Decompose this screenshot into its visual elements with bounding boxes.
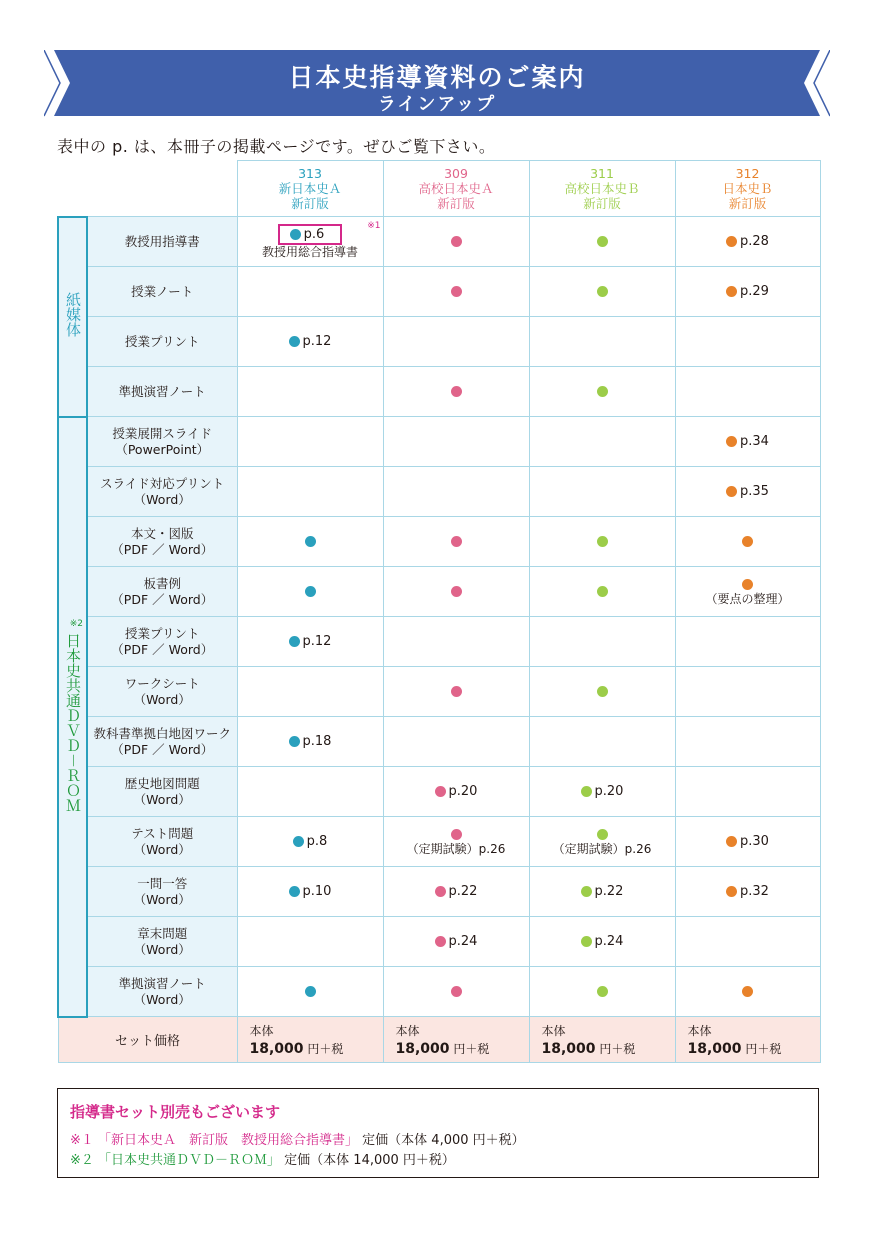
row-label	[87, 267, 237, 317]
cell-311	[529, 817, 675, 867]
column-edition: 新訂版	[728, 196, 767, 211]
page-ref: p.30	[740, 834, 769, 849]
dot-icon	[289, 886, 300, 897]
row-label-text: 授業展開スライド	[112, 425, 213, 441]
title-banner	[44, 50, 830, 117]
column-name: 高校日本史Ａ	[418, 181, 494, 196]
row-label-text: 本文・図版	[130, 525, 194, 541]
page-ref: p.22	[448, 884, 478, 899]
cell-312	[675, 567, 820, 617]
cell-313	[237, 617, 383, 667]
row-label	[87, 567, 237, 617]
table-row	[58, 567, 820, 617]
page-ref: p.20	[448, 784, 478, 799]
column-header-312	[675, 161, 820, 217]
cell-312	[675, 317, 820, 367]
row-label-format: （Word）	[133, 491, 191, 507]
cell-309	[383, 717, 529, 767]
cell-311	[529, 267, 675, 317]
footnote-mark: ※2	[69, 618, 83, 629]
cell-312	[675, 917, 820, 967]
cell-311	[529, 317, 675, 367]
row-label-text: 章末問題	[137, 925, 188, 941]
cell-309	[383, 617, 529, 667]
cell-311	[529, 767, 675, 817]
row-label	[87, 217, 237, 267]
column-number: 312	[735, 166, 760, 181]
cell-311	[529, 467, 675, 517]
cell-309	[383, 467, 529, 517]
cell-311	[529, 917, 675, 967]
cell-309	[383, 417, 529, 467]
dot-icon	[293, 836, 304, 847]
cell-311	[529, 517, 675, 567]
page-ref: p.35	[740, 484, 769, 499]
dot-icon	[451, 386, 462, 397]
cell-311	[529, 717, 675, 767]
row-label	[87, 917, 237, 967]
page-ref: p.28	[740, 234, 769, 249]
price-amount: 18,000	[687, 1040, 742, 1057]
row-label-text: 授業ノート	[131, 283, 194, 299]
cell-312	[675, 267, 820, 317]
row-label-text: 授業プリント	[124, 625, 200, 641]
cell-309	[383, 667, 529, 717]
cell-sub: （定期試験）p.26	[406, 841, 506, 856]
column-edition: 新訂版	[437, 196, 475, 211]
cell-312	[675, 667, 820, 717]
price-amount: 18,000	[541, 1040, 596, 1057]
page-ref: p.12	[302, 334, 332, 349]
dot-icon	[305, 586, 316, 597]
table-row	[58, 317, 820, 367]
cell-311	[529, 217, 675, 267]
cell-313	[237, 217, 383, 267]
row-label	[87, 367, 237, 417]
info-box-title: 指導書セット別売もございます	[70, 1103, 281, 1121]
cell-sub: 教授用総合指導書	[261, 244, 358, 259]
cell-309	[383, 367, 529, 417]
dot-icon	[435, 936, 446, 947]
column-header-309	[383, 161, 529, 217]
table-row	[58, 967, 820, 1017]
page-ref: p.6	[303, 226, 325, 242]
group-label-paper	[58, 217, 87, 417]
dot-icon	[451, 286, 462, 297]
page-ref: p.20	[594, 784, 624, 799]
cell-311	[529, 567, 675, 617]
lineup-table	[57, 160, 821, 1063]
cell-313	[237, 367, 383, 417]
table-row	[58, 467, 820, 517]
row-label	[87, 817, 237, 867]
intro-text: 表中の p. は、本冊子の掲載ページです。ぜひご覧下さい。	[57, 137, 496, 156]
cell-309	[383, 517, 529, 567]
table-row	[58, 367, 820, 417]
column-name: 日本史Ｂ	[722, 181, 773, 196]
dot-icon	[726, 486, 737, 497]
page-ref: p.24	[594, 934, 624, 949]
cell-312	[675, 367, 820, 417]
page-ref: p.29	[740, 284, 769, 299]
header-row	[58, 161, 820, 217]
cell-313	[237, 567, 383, 617]
cell-313	[237, 917, 383, 967]
row-label-format: （PDF ／ Word）	[111, 641, 214, 657]
row-label-format: （PDF ／ Word）	[111, 741, 214, 757]
table-row	[58, 867, 820, 917]
cell-312	[675, 817, 820, 867]
row-label-text: 授業プリント	[124, 333, 200, 349]
row-label	[87, 767, 237, 817]
table-row	[58, 767, 820, 817]
table-row	[58, 267, 820, 317]
dot-icon	[742, 536, 753, 547]
column-name: 高校日本史Ｂ	[564, 181, 640, 196]
row-label-text: テスト問題	[131, 825, 194, 841]
column-edition: 新訂版	[291, 196, 329, 211]
cell-313	[237, 417, 383, 467]
row-label-text: 準拠演習ノート	[118, 975, 206, 991]
table-row	[58, 717, 820, 767]
table-row	[58, 517, 820, 567]
cell-309	[383, 767, 529, 817]
price-prefix: 本体	[687, 1023, 712, 1038]
price-cell-311	[529, 1017, 675, 1063]
row-label-format: （PDF ／ Word）	[111, 541, 214, 557]
cell-313	[237, 467, 383, 517]
dot-icon	[597, 386, 608, 397]
column-edition: 新訂版	[583, 196, 621, 211]
cell-313	[237, 967, 383, 1017]
cell-309	[383, 217, 529, 267]
cell-311	[529, 417, 675, 467]
row-label-format: （Word）	[133, 791, 191, 807]
row-label-text: 教授用指導書	[124, 233, 200, 249]
cell-sub: （要点の整理）	[705, 591, 790, 606]
page-subtitle: ラインアップ	[377, 94, 497, 115]
price-suffix: 円＋税	[599, 1041, 636, 1056]
dot-icon	[726, 836, 737, 847]
dot-icon	[597, 536, 608, 547]
column-name: 新日本史Ａ	[278, 181, 342, 196]
dot-icon	[597, 986, 608, 997]
info-line-2-product: ※２ 「日本史共通ＤＶＤ－ＲＯＭ」	[70, 1153, 281, 1168]
group-label-text: 日本史共通ＤＶＤ－ＲＯＭ	[64, 632, 82, 813]
cell-311	[529, 967, 675, 1017]
price-cell-313	[237, 1017, 383, 1063]
group-label-text: 紙媒体	[64, 292, 82, 337]
dot-icon	[305, 536, 316, 547]
dot-icon	[290, 229, 301, 240]
cell-313	[237, 767, 383, 817]
footnote-mark: ※1	[367, 221, 381, 231]
row-label-text: 歴史地図問題	[124, 775, 200, 791]
price-amount: 18,000	[249, 1040, 304, 1057]
cell-311	[529, 367, 675, 417]
cell-309	[383, 317, 529, 367]
cell-313	[237, 817, 383, 867]
row-label-format: （Word）	[133, 891, 191, 907]
page-ref: p.18	[302, 734, 332, 749]
column-header-313	[237, 161, 383, 217]
cell-312	[675, 767, 820, 817]
row-label	[87, 867, 237, 917]
dot-icon	[597, 586, 608, 597]
dot-icon	[451, 986, 462, 997]
dot-icon	[726, 436, 737, 447]
dot-icon	[597, 686, 608, 697]
page-ref: p.12	[302, 634, 332, 649]
cell-312	[675, 617, 820, 667]
dot-icon	[726, 236, 737, 247]
dot-icon	[742, 986, 753, 997]
info-line-1	[70, 1129, 525, 1148]
row-label	[87, 417, 237, 467]
row-label	[87, 967, 237, 1017]
dot-icon	[597, 829, 608, 840]
dot-icon	[726, 886, 737, 897]
header-blank	[58, 161, 237, 217]
row-label-text: スライド対応プリント	[100, 475, 225, 491]
table-row	[58, 917, 820, 967]
dot-icon	[726, 286, 737, 297]
price-suffix: 円＋税	[453, 1041, 490, 1056]
row-label	[87, 517, 237, 567]
price-amount: 18,000	[395, 1040, 450, 1057]
table-row	[58, 667, 820, 717]
page-title: 日本史指導資料のご案内	[288, 63, 586, 92]
dot-icon	[289, 736, 300, 747]
row-label-text: 板書例	[143, 575, 181, 591]
price-cell-312	[675, 1017, 820, 1063]
price-label: セット価格	[58, 1017, 237, 1063]
info-line-2	[70, 1149, 455, 1168]
row-label-text: 準拠演習ノート	[118, 383, 206, 399]
cell-313	[237, 517, 383, 567]
dot-icon	[435, 786, 446, 797]
cell-313	[237, 717, 383, 767]
cell-312	[675, 967, 820, 1017]
cell-311	[529, 667, 675, 717]
row-label-format: （Word）	[133, 991, 191, 1007]
table-row	[58, 617, 820, 667]
dot-icon	[581, 886, 592, 897]
price-cell-309	[383, 1017, 529, 1063]
price-suffix: 円＋税	[745, 1041, 782, 1056]
dot-icon	[451, 536, 462, 547]
dot-icon	[451, 236, 462, 247]
row-label-format: （Word）	[133, 691, 191, 707]
info-line-2-price: 定価（本体 14,000 円＋税）	[280, 1153, 455, 1168]
column-header-311	[529, 161, 675, 217]
cell-312	[675, 517, 820, 567]
info-line-1-product: ※１ 「新日本史Ａ 新訂版 教授用総合指導書」	[70, 1133, 359, 1148]
highlight-box	[278, 224, 343, 245]
row-label-format: （Word）	[133, 941, 191, 957]
cell-309	[383, 917, 529, 967]
dot-icon	[597, 236, 608, 247]
cell-309	[383, 567, 529, 617]
cell-312	[675, 467, 820, 517]
cell-312	[675, 717, 820, 767]
info-line-1-price: 定価（本体 4,000 円＋税）	[358, 1133, 525, 1148]
table-row	[58, 817, 820, 867]
dot-icon	[451, 586, 462, 597]
row-label-format: （Word）	[133, 841, 191, 857]
page-ref: p.34	[740, 434, 769, 449]
row-label	[87, 717, 237, 767]
price-prefix: 本体	[541, 1023, 566, 1038]
row-label-format: （PowerPoint）	[115, 441, 210, 457]
row-label	[87, 467, 237, 517]
cell-312	[675, 217, 820, 267]
table-row	[58, 417, 820, 467]
row-label	[87, 617, 237, 667]
dot-icon	[289, 336, 300, 347]
cell-313	[237, 317, 383, 367]
price-suffix: 円＋税	[307, 1041, 344, 1056]
page-ref: p.10	[302, 884, 332, 899]
page-ref: p.22	[594, 884, 624, 899]
dot-icon	[305, 986, 316, 997]
cell-309	[383, 867, 529, 917]
cell-311	[529, 617, 675, 667]
row-label	[87, 667, 237, 717]
cell-309	[383, 967, 529, 1017]
cell-309	[383, 817, 529, 867]
page-ref: p.8	[306, 834, 328, 849]
cell-313	[237, 867, 383, 917]
group-label-dvd	[58, 417, 87, 1017]
dot-icon	[451, 686, 462, 697]
page-ref: p.24	[448, 934, 478, 949]
cell-309	[383, 267, 529, 317]
cell-sub: （定期試験）p.26	[552, 841, 652, 856]
column-number: 313	[298, 166, 322, 181]
price-row	[58, 1017, 820, 1063]
dot-icon	[581, 786, 592, 797]
dot-icon	[581, 936, 592, 947]
cell-312	[675, 867, 820, 917]
dot-icon	[742, 579, 753, 590]
dot-icon	[435, 886, 446, 897]
price-prefix: 本体	[249, 1023, 274, 1038]
cell-311	[529, 867, 675, 917]
column-number: 311	[590, 166, 614, 181]
row-label-text: ワークシート	[124, 675, 200, 691]
row-label	[87, 317, 237, 367]
row-label-text: 一問一答	[137, 875, 188, 891]
table-row	[58, 217, 820, 267]
cell-312	[675, 417, 820, 467]
column-number: 309	[444, 166, 468, 181]
page-ref: p.32	[740, 884, 769, 899]
row-label-text: 教科書準拠白地図ワーク	[93, 725, 231, 741]
dot-icon	[597, 286, 608, 297]
row-label-format: （PDF ／ Word）	[111, 591, 214, 607]
cell-313	[237, 267, 383, 317]
info-box	[57, 1088, 819, 1178]
dot-icon	[289, 636, 300, 647]
price-prefix: 本体	[395, 1023, 420, 1038]
cell-313	[237, 667, 383, 717]
dot-icon	[451, 829, 462, 840]
